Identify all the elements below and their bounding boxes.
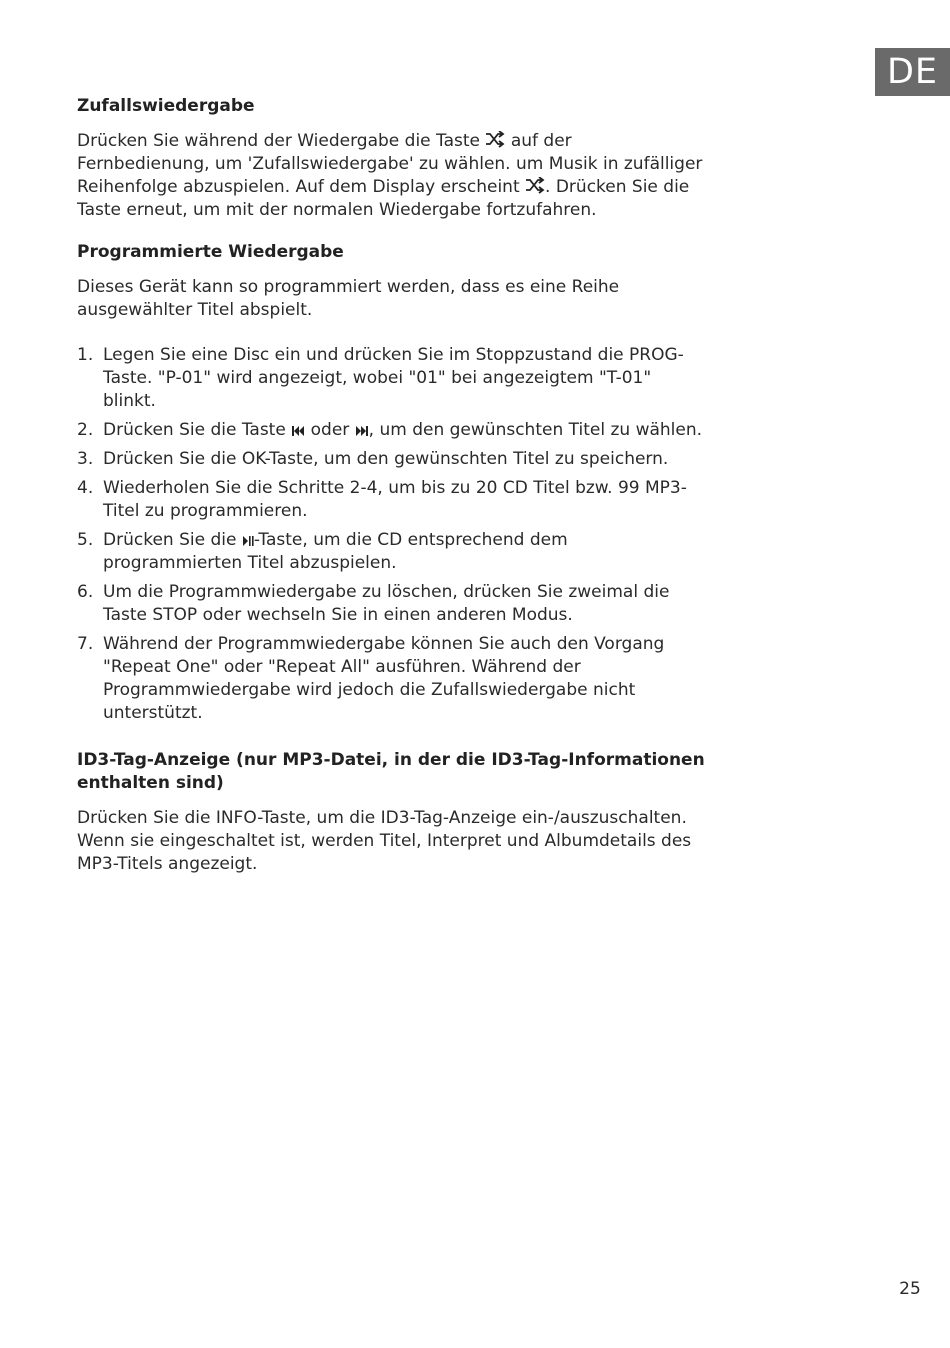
list-item <box>77 633 707 725</box>
shuffle-icon <box>525 177 545 194</box>
id3-heading: ID3-Tag-Anzeige (nur MP3-Datei, in der die ID3-Tag-Informationen enthalten sind) <box>77 750 705 793</box>
step-number: 3. <box>77 449 94 469</box>
step-number: 5. <box>77 530 94 550</box>
play-pause-icon <box>242 535 254 547</box>
list-item <box>77 419 707 442</box>
program-intro: Dieses Gerät kann so programmiert werden, dass es eine Reihe ausgewählter Titel abspielt. <box>77 277 620 320</box>
skip-back-icon <box>291 425 305 437</box>
step-number: 7. <box>77 634 94 654</box>
step-text-part: Drücken Sie die <box>103 530 242 550</box>
step-text: Legen Sie eine Disc ein und drücken Sie im Stoppzustand die PROG-Taste. "P-01" wird angezeigt, wobei "01" bei angezeigtem "T-01" blinkt. <box>103 345 684 411</box>
language-tab: DE <box>875 48 950 96</box>
step-text: Während der Programmwiedergabe können Sie auch den Vorgang "Repeat One" oder "Repeat All" ausführen. Während der Programmwiedergabe wird jedoch die Zufallswiedergabe nicht unterstützt. <box>103 634 665 723</box>
shuffle-text-2: auf der Fernbedienung, um 'Zufallswiedergabe' zu wählen. um Musik in zufälliger Reihenfolge abzuspielen. Auf dem Display erscheint <box>77 131 703 197</box>
skip-forward-icon <box>355 425 369 437</box>
list-item <box>77 529 707 575</box>
step-text: Drücken Sie die OK-Taste, um den gewünschten Titel zu speichern. <box>103 449 669 469</box>
program-steps-list <box>77 344 707 725</box>
list-item <box>77 477 707 523</box>
shuffle-heading: Zufallswiedergabe <box>77 96 255 116</box>
step-text: Wiederholen Sie die Schritte 2-4, um bis zu 20 CD Titel bzw. 99 MP3-Titel zu programmieren. <box>103 478 687 521</box>
step-text-part: , um den gewünschten Titel zu wählen. <box>368 420 703 440</box>
id3-paragraph: Drücken Sie die INFO-Taste, um die ID3-Tag-Anzeige ein-/auszuschalten. Wenn sie eingeschaltet ist, werden Titel, Interpret und Albumdetails des MP3-Titels angezeigt. <box>77 808 692 874</box>
step-text <box>103 419 707 442</box>
shuffle-icon <box>485 131 505 148</box>
list-item <box>77 344 707 413</box>
step-text <box>103 529 707 575</box>
page-content <box>77 95 707 876</box>
shuffle-text-1: Drücken Sie während der Wiedergabe die Taste <box>77 131 486 151</box>
step-number: 1. <box>77 345 94 365</box>
step-text-part: -Taste, um die CD entsprechend dem programmierten Titel abzuspielen. <box>103 530 568 573</box>
step-text-part: oder <box>305 420 355 440</box>
list-item <box>77 581 707 627</box>
step-text-part: Drücken Sie die Taste <box>103 420 292 440</box>
step-number: 2. <box>77 420 94 440</box>
page-number: 25 <box>899 1279 921 1299</box>
step-text: Um die Programmwiedergabe zu löschen, drücken Sie zweimal die Taste STOP oder wechseln Sie in einen anderen Modus. <box>103 582 670 625</box>
step-number: 6. <box>77 582 94 602</box>
list-item <box>77 448 707 471</box>
step-number: 4. <box>77 478 94 498</box>
shuffle-text-3: . Drücken Sie die Taste erneut, um mit der normalen Wiedergabe fortzufahren. <box>77 177 690 220</box>
program-heading: Programmierte Wiedergabe <box>77 242 344 262</box>
shuffle-paragraph <box>77 130 707 222</box>
